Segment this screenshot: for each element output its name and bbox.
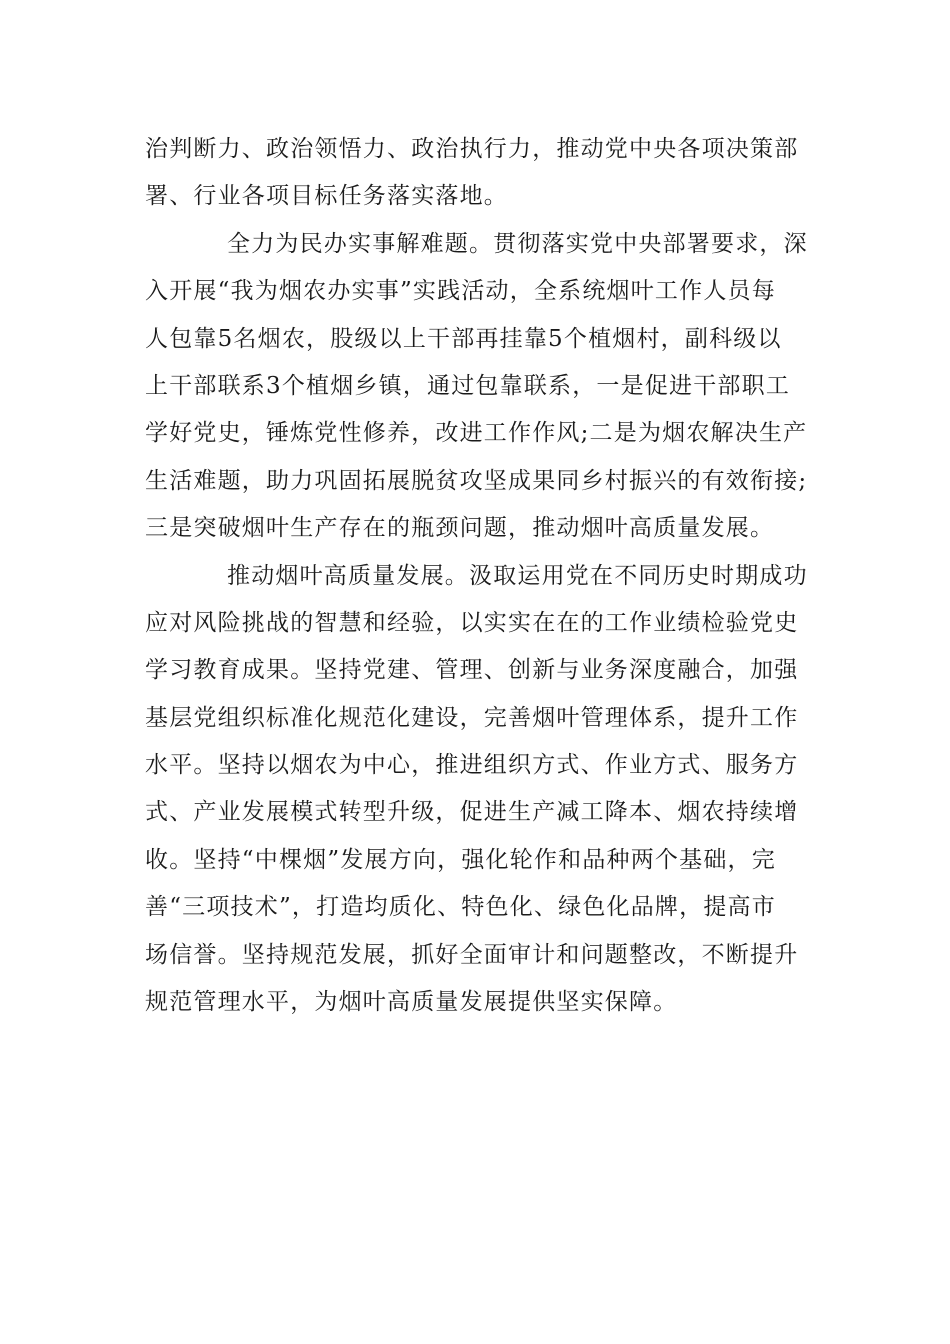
text-line: 善“三项技术”，打造均质化、特色化、绿色化品牌，提高市 bbox=[145, 894, 776, 921]
text-line: 基层党组织标准化规范化建设，完善烟叶管理体系，提升工作 bbox=[145, 704, 799, 731]
paragraph-high-quality-development bbox=[145, 553, 808, 1027]
text-line: 上干部联系3个植烟乡镇，通过包靠联系，一是促进干部职工 bbox=[145, 372, 791, 399]
text-line: 全力为民办实事解难题。贯彻落实党中央部署要求，深 bbox=[227, 230, 808, 257]
text-line: 治判断力、政治领悟力、政治执行力，推动党中央各项决策部 bbox=[145, 136, 799, 162]
text-line: 水平。坚持以烟农为中心，推进组织方式、作业方式、服务方 bbox=[145, 752, 799, 779]
text-line: 推动烟叶高质量发展。汲取运用党在不同历史时期成功 bbox=[227, 562, 808, 589]
paragraph-practical-matters bbox=[145, 221, 808, 553]
text-line: 生活难题，助力巩固拓展脱贫攻坚成果同乡村振兴的有效衔接; bbox=[145, 467, 808, 494]
text-line: 入开展“我为烟农办实事”实践活动，全系统烟叶工作人员每 bbox=[145, 278, 776, 305]
text-line: 学好党史，锤炼党性修养，改进工作作风;二是为烟农解决生产 bbox=[145, 420, 808, 447]
text-line: 学习教育成果。坚持党建、管理、创新与业务深度融合，加强 bbox=[145, 657, 799, 684]
paragraph-continuation bbox=[145, 126, 805, 221]
text-line: 人包靠5名烟农，股级以上干部再挂靠5个植烟村，副科级以 bbox=[145, 325, 782, 352]
text-line: 署、行业各项目标任务落实落地。 bbox=[145, 183, 508, 210]
text-line: 三是突破烟叶生产存在的瓶颈问题，推动烟叶高质量发展。 bbox=[145, 515, 775, 542]
text-line: 场信誉。坚持规范发展，抓好全面审计和问题整改，不断提升 bbox=[145, 941, 799, 968]
text-line: 式、产业发展模式转型升级，促进生产减工降本、烟农持续增 bbox=[145, 799, 799, 826]
document-body bbox=[145, 126, 808, 1026]
text-line: 规范管理水平，为烟叶高质量发展提供坚实保障。 bbox=[145, 989, 678, 1016]
text-line: 应对风险挑战的智慧和经验，以实实在在的工作业绩检验党史 bbox=[145, 609, 799, 636]
text-line: 收。坚持“中棵烟”发展方向，强化轮作和品种两个基础，完 bbox=[145, 846, 776, 873]
